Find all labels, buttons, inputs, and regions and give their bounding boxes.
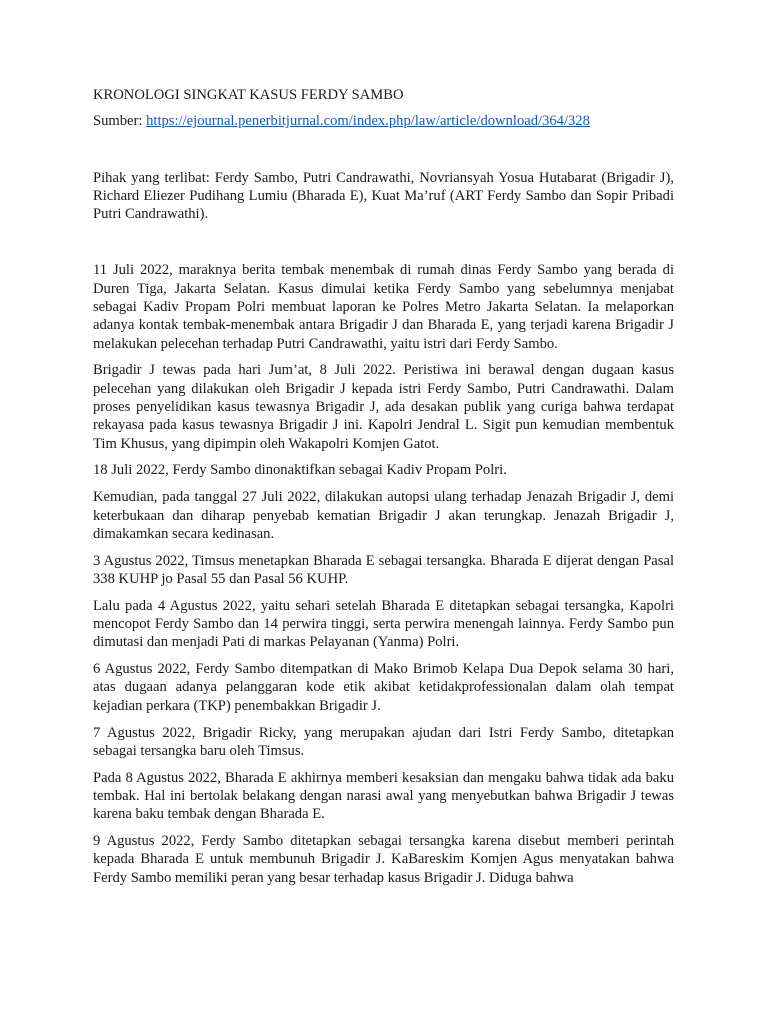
document-page [93,86,674,895]
paragraph-7: 6 Agustus 2022, Ferdy Sambo ditempatkan di Mako Brimob Kelapa Dua Depok selama 30 hari, atas dugaan adanya pelanggaran kode etik akibat ketidakprofessionalan dalam olah tempat kejadian perkara (TKP) penembakkan Brigadir J. [93,661,674,714]
paragraph-5: 3 Agustus 2022, Timsus menetapkan Bharada E sebagai tersangka. Bharada E dijerat dengan Pasal 338 KUHP jo Pasal 55 dan Pasal 56 KUHP. [93,552,674,587]
document-title: KRONOLOGI SINGKAT KASUS FERDY SAMBO [93,87,404,103]
source-label: Sumber: [93,113,147,130]
paragraph-4: Kemudian, pada tanggal 27 Juli 2022, dilakukan autopsi ulang terhadap Jenazah Brigadir J, demi keterbukaan dan diharap penyebab kematian Brigadir J akan terungkap. Jenazah Brigadir J, dimakamkan secara kedinasan. [93,489,674,542]
source-line [93,112,674,130]
paragraph-1: 11 Juli 2022, maraknya berita tembak menembak di rumah dinas Ferdy Sambo yang berada di Duren Tiga, Jakarta Selatan. Kasus dimulai ketika Ferdy Sambo yang sebelumnya menjabat sebagai Kadiv Propam Polri membuat laporan ke Polres Metro Jakarta Selatan. Ia melaporkan adanya kontak tembak-menembak antara Brigadir J dan Bharada E, yang terjadi karena Brigadir J melakukan pelecehan terhadap Putri Candrawathi, yaitu istri dari Ferdy Sambo. [93,262,674,352]
source-link[interactable]: https://ejournal.penerbitjurnal.com/index.php/law/article/download/364/328 [146,113,590,130]
paragraph-10: 9 Agustus 2022, Ferdy Sambo ditetapkan sebagai tersangka karena disebut memberi perintah kepada Bharada E untuk membunuh Brigadir J. KaBareskim Komjen Agus menyatakan bahwa Ferdy Sambo memiliki peran yang besar terhadap kasus Brigadir J. Diduga bahwa [93,833,674,886]
paragraph-2: Brigadir J tewas pada hari Jum’at, 8 Juli 2022. Peristiwa ini berawal dengan dugaan kasus pelecehan yang dilakukan oleh Brigadir J kepada istri Ferdy Sambo, Putri Candrawathi. Dalam proses penyelidikan kasus tewasnya Brigadir J, ada desakan publik yang curiga bahwa terdapat rekayasa pada kasus tewasnya Brigadir J ini. Kapolri Jendral L. Sigit pun kemudian membentuk Tim Khusus, yang dipimpin oleh Wakapolri Komjen Gatot. [93,362,674,452]
paragraph-8: 7 Agustus 2022, Brigadir Ricky, yang merupakan ajudan dari Istri Ferdy Sambo, ditetapkan sebagai tersangka baru oleh Timsus. [93,724,674,759]
paragraph-3: 18 Juli 2022, Ferdy Sambo dinonaktifkan sebagai Kadiv Propam Polri. [93,462,507,479]
paragraph-9: Pada 8 Agustus 2022, Bharada E akhirnya memberi kesaksian dan mengaku bahwa tidak ada baku tembak. Hal ini bertolak belakang dengan narasi awal yang menyebutkan bahwa Brigadir J tewas karena baku tembak dengan Bharada E. [93,769,674,823]
parties-paragraph: Pihak yang terlibat: Ferdy Sambo, Putri Candrawathi, Novriansyah Yosua Hutabarat (Brigadir J), Richard Eliezer Pudihang Lumiu (Bharada E), Kuat Ma’ruf (ART Ferdy Sambo dan Sopir Pribadi Putri Candrawathi). [93,169,674,223]
paragraph-6: Lalu pada 4 Agustus 2022, yaitu sehari setelah Bharada E ditetapkan sebagai tersangka, Kapolri mencopot Ferdy Sambo dan 14 perwira tinggi, serta perwira menengah lainnya. Ferdy Sambo pun dimutasi dan menjadi Pati di markas Pelayanan (Yanma) Polri. [93,597,674,651]
